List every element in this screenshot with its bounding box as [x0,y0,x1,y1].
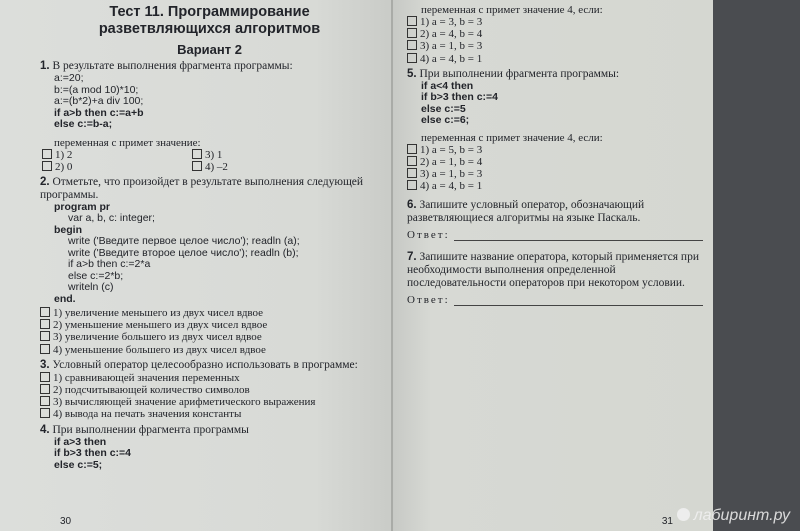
q4-continuation: переменная с примет значение 4, если: [421,4,603,16]
code-line: else c:=5; [54,458,103,471]
code-line: program pr [54,200,111,213]
code-line: a:=(b*2)+a div 100; [54,95,144,107]
q6-answer-line[interactable] [454,230,703,241]
checkbox[interactable] [407,144,417,154]
checkbox[interactable] [407,28,417,38]
checkbox[interactable] [407,53,417,63]
code-line: if a>b then c:=2*a [68,258,151,270]
question-7 [407,251,703,290]
q7-answer-field[interactable] [407,294,703,306]
checkbox[interactable] [192,161,202,171]
q5-option-3[interactable]: 3) a = 1, b = 3 [407,168,703,180]
q3-text: Условный оператор целесообразно использовать в программе: [52,358,358,371]
q7-text: Запишите название оператора, который применяется при необходимости выполнения определенной последовательности операторов при некотором условии. [407,250,699,289]
q4-code [54,437,379,472]
variant-heading: Вариант 2 [177,42,242,57]
q7-number: 7. [407,250,417,263]
code-line: write ('Введите первое целое число'); readln (a); [68,235,300,247]
code-line: begin [54,223,82,236]
q1-option-4[interactable]: 4) –2 [192,161,312,173]
q2-option-2[interactable]: 2) уменьшение меньшего из двух чисел вдвое [40,319,379,331]
code-line: else c:=5 [421,102,466,115]
page-number-right: 31 [661,516,673,527]
q3-option-3[interactable]: 3) вычисляющей значение арифметического выражения [40,396,379,408]
q3-options [40,372,379,421]
q1-text: В результате выполнения фрагмента программы: [52,60,293,72]
code-line: writeln (c) [68,281,114,293]
code-line: write ('Введите второе целое число'); readln (b); [68,246,299,259]
q2-code [54,202,379,306]
left-page [0,0,393,531]
checkbox[interactable] [40,307,50,317]
question-4 [40,424,379,437]
code-line: if b>3 then c:=4 [54,447,132,460]
checkbox[interactable] [407,180,417,190]
checkbox[interactable] [42,149,52,159]
q5-options [407,144,703,193]
code-line: b:=(a mod 10)*10; [54,83,139,96]
code-line: if a<4 then [421,79,474,92]
checkbox[interactable] [40,408,50,418]
q3-option-4[interactable]: 4) вывода на печать значения константы [40,408,379,420]
q2-option-3[interactable]: 3) увеличение большего из двух чисел вдвое [40,331,379,343]
checkbox[interactable] [40,396,50,406]
q5-option-1[interactable]: 1) a = 5, b = 3 [407,144,703,156]
q5-after: переменная с примет значение 4, если: [421,131,603,144]
checkbox[interactable] [407,16,417,26]
q2-option-4[interactable]: 4) уменьшение большего из двух чисел вдвое [40,344,379,356]
q6-answer-field[interactable] [407,229,703,241]
question-6 [407,199,703,225]
q3-option-1[interactable]: 1) сравнивающей значения переменных [40,372,379,384]
watermark: лабиринт.ру [677,507,790,525]
right-page [393,0,713,531]
checkbox[interactable] [407,156,417,166]
q7-answer-line[interactable] [454,295,703,306]
checkbox[interactable] [407,168,417,178]
checkbox[interactable] [40,344,50,354]
background-surface [713,0,800,531]
q3-option-2[interactable]: 2) подсчитывающей количество символов [40,384,379,396]
q6-answer-label: Ответ: [407,228,450,241]
checkbox[interactable] [407,40,417,50]
q2-number: 2. [40,175,50,188]
q4-option-1[interactable]: 1) a = 3, b = 3 [407,16,703,28]
q2-option-1[interactable]: 1) увеличение меньшего из двух чисел вдвое [40,307,379,319]
q3-number: 3. [40,358,50,371]
question-3 [40,359,379,372]
q1-option-3[interactable]: 3) 1 [192,149,312,161]
q1-code [54,73,379,131]
test-title-line2: разветвляющихся алгоритмов [98,21,321,37]
code-line: if a>3 then [54,435,107,448]
code-line: a:=20; [54,72,84,84]
q5-text: При выполнении фрагмента программы: [419,67,620,80]
code-line: end. [54,292,76,305]
checkbox[interactable] [40,319,50,329]
q4-option-4[interactable]: 4) a = 4, b = 1 [407,53,703,65]
code-line: if a>b then c:=a+b [54,106,144,119]
code-line: if b>3 then c:=4 [421,91,499,104]
q5-option-2[interactable]: 2) a = 1, b = 4 [407,156,703,168]
q5-code [421,81,703,127]
code-line: var a, b, c: integer; [68,212,155,224]
q7-answer-label: Ответ: [407,293,450,306]
checkbox[interactable] [40,331,50,341]
code-line: else c:=2*b; [68,269,124,282]
q1-option-1[interactable]: 1) 2 [42,149,192,161]
q2-text: Отметьте, что произойдет в результате выполнения следующей программы. [40,175,364,201]
q1-options [42,149,379,173]
q2-options [40,307,379,356]
q6-text: Запишите условный оператор, обозначающий разветвляющиеся алгоритмы на языке Паскаль. [407,198,645,224]
question-2 [40,176,379,202]
page-number-left: 30 [60,516,72,527]
question-5 [407,68,703,81]
checkbox[interactable] [42,161,52,171]
labirint-logo-icon [677,508,690,521]
q1-number: 1. [40,60,50,72]
checkbox[interactable] [40,384,50,394]
q4-option-2[interactable]: 2) a = 4, b = 4 [407,28,703,40]
q4-option-3[interactable]: 3) a = 1, b = 3 [407,40,703,52]
code-line: else c:=b-a; [54,118,113,130]
q1-after: переменная с примет значение: [54,136,201,149]
q6-number: 6. [407,198,417,211]
q4-text: При выполнении фрагмента программы [52,423,249,436]
q5-number: 5. [407,67,417,80]
q5-option-4[interactable]: 4) a = 4, b = 1 [407,180,703,192]
code-line: else c:=6; [421,114,470,127]
test-title-line1: Тест 11. Программирование [109,4,310,20]
q1-option-2[interactable]: 2) 0 [42,161,192,173]
question-1 [40,60,379,73]
checkbox[interactable] [192,149,202,159]
checkbox[interactable] [40,372,50,382]
q4-options [407,16,703,65]
q4-number: 4. [40,423,50,436]
